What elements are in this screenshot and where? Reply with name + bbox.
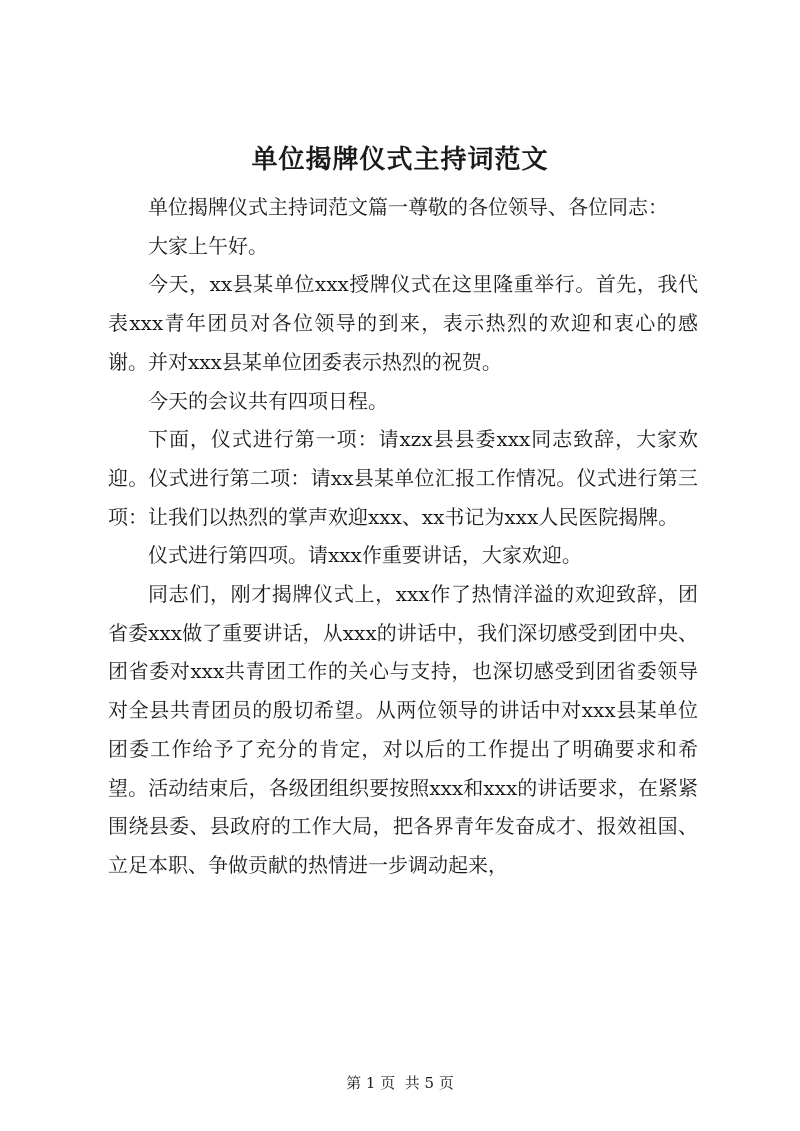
paragraph-greeting: 单位揭牌仪式主持词范文篇一尊敬的各位领导、各位同志： — [148, 195, 668, 219]
paragraph-opening: 今天，xx县某单位xxx授牌仪式在这里隆重举行。首先，我代表xxx青年团员对各位领导的到来，表示热烈的欢迎和衷心的感谢。并对xxx县某单位团委表示热烈的祝贺。 — [108, 272, 698, 374]
paragraph-item-four: 仪式进行第四项。请xxx作重要讲话，大家欢迎。 — [148, 543, 582, 568]
paragraph-closing: 同志们，刚才揭牌仪式上，xxx作了热情洋溢的欢迎致辞，团省委xxx做了重要讲话，从xxx的讲话中，我们深切感受到团中央、团省委对xxx共青团工作的关心与支持，也深切感受到团省委领导对全县共青团员的殷切希望。从两位领导的讲话中对xxx县某单位团委工作给予了充分的肯定，对以后的工作提出了明确要求和希望。活动结束后，各级团组织要按照xxx和xxx的讲话要求，在紧紧围绕县委、县政府的工作大局，把各界青年发奋成才、报效祖国、立足本职、争做贡献的热情进一步调动起来， — [108, 582, 698, 877]
page-number-footer: 第 1 页 共 5 页 — [346, 1074, 454, 1092]
document-body — [108, 188, 698, 885]
paragraph-agenda: 今天的会议共有四项日程。 — [148, 388, 388, 413]
paragraph-items-one-to-three: 下面，仪式进行第一项：请xzx县县委xxx同志致辞，大家欢迎。仪式进行第二项：请xx县某单位汇报工作情况。仪式进行第三项：让我们以热烈的掌声欢迎xxx、xx书记为xxx人民医院揭牌。 — [108, 427, 698, 529]
document-title: 单位揭牌仪式主持词范文 — [251, 145, 549, 175]
paragraph-salutation: 大家上午好。 — [148, 233, 268, 258]
